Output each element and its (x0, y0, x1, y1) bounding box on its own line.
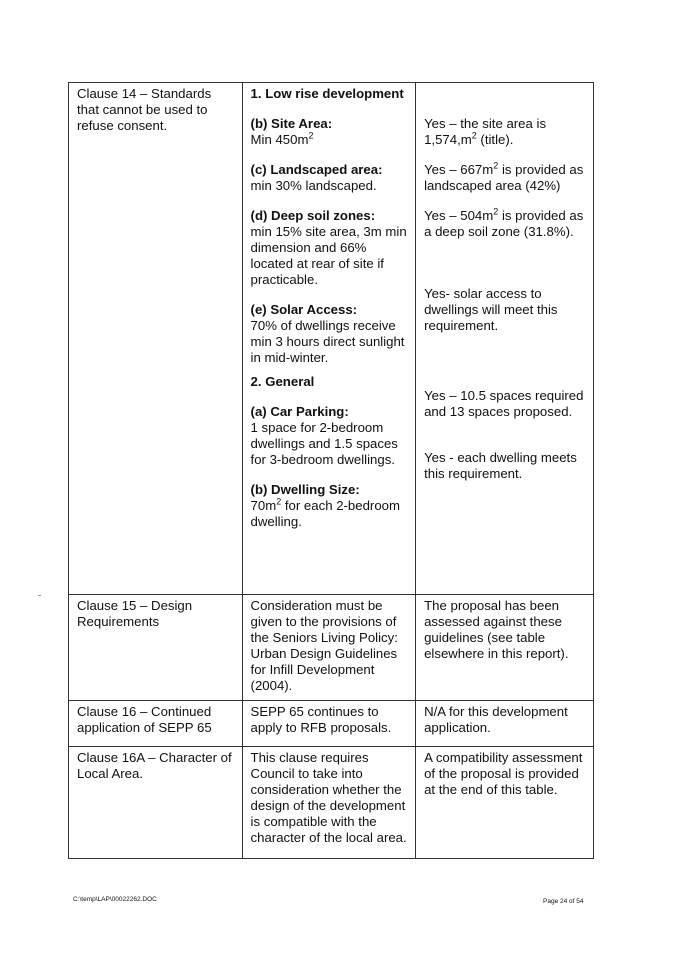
section-heading: 2. General (250, 374, 315, 389)
clause-label: Clause 16A – Character of Local Area. (77, 750, 232, 781)
standard-text: SEPP 65 continues to apply to RFB proposals. (250, 704, 392, 735)
table-row-clause-16 (69, 701, 594, 747)
table-row-clause-15 (69, 595, 594, 701)
compliance-cell (416, 701, 594, 747)
margin-mark (38, 595, 41, 596)
standard-cell (242, 701, 416, 747)
site-area-heading: (b) Site Area: (250, 116, 333, 131)
standard-text: This clause requires Council to take into consideration whether the design of the development is compatible with the character of the local area. (250, 750, 407, 845)
clause-label: Clause 14 – Standards that cannot be used to refuse consent. (77, 86, 212, 133)
compliance-text: A compatibility assessment of the proposal is provided at the end of this table. (424, 750, 583, 797)
standard-cell (242, 83, 416, 595)
clause-cell (69, 747, 243, 859)
site-area-standard: Min $450m^2$ (250, 130, 314, 147)
landscaped-heading: (c) Landscaped area: (250, 162, 383, 177)
table-row-clause-16a (69, 747, 594, 859)
compliance-cell (416, 595, 594, 701)
car-parking-compliance: Yes – 10.5 spaces required and 13 spaces proposed. (424, 388, 584, 419)
deep-soil-heading: (d) Deep soil zones: (250, 208, 376, 223)
dwelling-size-compliance: Yes - each dwelling meets this requirement. (424, 450, 577, 481)
dwelling-size-heading: (b) Dwelling Size: (250, 482, 360, 497)
standard-cell (242, 747, 416, 859)
car-parking-heading: (a) Car Parking: (250, 404, 349, 419)
standard-cell (242, 595, 416, 701)
solar-heading: (e) Solar Access: (250, 302, 358, 317)
section-heading: 1. Low rise development (250, 86, 404, 101)
compliance-cell (416, 747, 594, 859)
landscaped-standard: min 30% landscaped. (250, 178, 377, 193)
clause-label: Clause 16 – Continued application of SEPP 65 (77, 704, 212, 735)
compliance-cell (416, 83, 594, 595)
table-row-clause-14 (69, 83, 594, 595)
clause-label: Clause 15 – Design Requirements (77, 598, 193, 629)
footer-file-path: C:\temp\LAP\00022262.DOC (73, 896, 157, 903)
compliance-text: N/A for this development application. (424, 704, 568, 735)
compliance-text: The proposal has been assessed against these guidelines (see table elsewhere in this report). (424, 598, 569, 661)
solar-compliance: Yes- solar access to dwellings will meet this requirement. (424, 286, 558, 333)
clause-cell (69, 701, 243, 747)
clause-cell (69, 83, 243, 595)
landscaped-compliance: Yes – $667m^2$ is provided as landscaped area (42%) (424, 160, 584, 193)
compliance-table (68, 82, 594, 859)
solar-standard: 70% of dwellings receive min 3 hours direct sunlight in mid-winter. (250, 318, 405, 365)
site-area-compliance: Yes – the site area is $1,574,m^2$ (title). (424, 116, 547, 147)
clause-cell (69, 595, 243, 701)
deep-soil-compliance: Yes – $504m^2$ is provided as a deep soil zone (31.8%). (424, 206, 584, 239)
standard-text: Consideration must be given to the provisions of the Seniors Living Policy: Urban Design Guidelines for Infill Development (2004). (250, 598, 398, 693)
deep-soil-standard: min 15% site area, 3m min dimension and 66% located at rear of site if practicable. (250, 224, 407, 287)
dwelling-size-standard: $70m^2$ for each 2-bedroom dwelling. (250, 496, 400, 529)
car-parking-standard: 1 space for 2-bedroom dwellings and 1.5 spaces for 3-bedroom dwellings. (250, 420, 398, 467)
footer-page-number: Page 24 of 54 (543, 898, 584, 905)
